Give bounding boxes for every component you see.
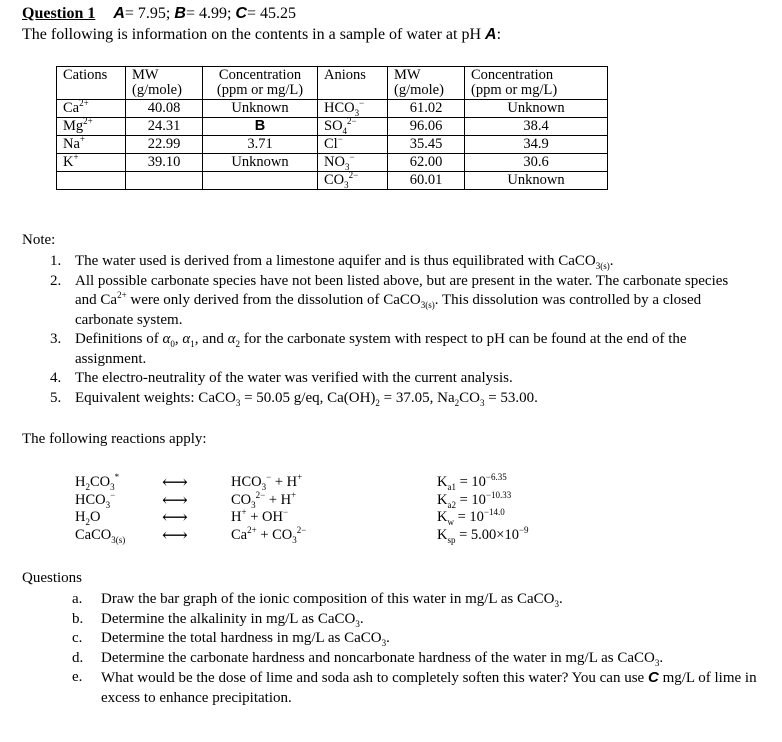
r3-constant: $K_w = 10^{-14.0}$ [437,507,505,527]
anion-cl-conc: 34.9 [465,136,608,154]
question-item: b. Determine the alkalinity in mg/L as CaCO$_3$. [72,610,364,629]
anion-no3-mw: 62.00 [388,154,465,172]
header-mw-cation: MW (g/mole) [126,67,203,100]
header-anions: Anions [318,67,388,100]
r3-left: $H_2O$ [75,509,101,527]
table-row [57,100,608,118]
notes-label: Note: [22,232,56,248]
reaction-arrows [162,474,188,544]
reaction-lefts [75,474,125,544]
intro-var: A [485,26,497,43]
cation-na: Na+ [57,136,126,154]
note-item: 1. The water used is derived from a limestone aquifer and is thus equilibrated with CaCO$_{3(s)}$. [50,253,614,271]
header-conc-cation: Concentration (ppm or mg/L) [203,67,318,100]
anion-co3: $CO_3^{2-}$ [318,172,388,190]
var-c-label: C [235,5,247,22]
equilibrium-arrow-icon: ⟷ [162,472,188,492]
empty-cell [126,172,203,190]
question-label: Question 1 [22,5,96,22]
intro-end: : [496,26,502,43]
r2-left: $HCO_3^-$ [75,489,116,510]
r2-right: $CO_3^{2-} + H^+$ [231,489,297,510]
anion-cl: Cl− [318,136,388,154]
var-c-value: = 45.25 [246,5,296,22]
header-cations: Cations [57,67,126,100]
cation-ca-conc: Unknown [203,100,318,118]
intro-text [22,26,501,44]
questions-list [72,590,762,708]
note-item: 5. Equivalent weights: CaCO$_3$ = 50.05 g/eq, $Ca(OH)_2 = 37.05$, $Na_2CO_3 = 53.00$. [50,389,538,408]
cation-ca: $Ca^{2+}$ [57,100,126,118]
anion-no3: $NO_3^-$ [318,154,388,172]
cation-mg: $Mg^{2+}$ [57,118,126,136]
r1-right: $HCO_3^- + H^+$ [231,472,303,492]
r4-constant: $K_{sp} = 5.00\times 10^{-9}$ [437,524,529,545]
cation-mg-conc: B [203,118,318,136]
anion-so4-conc: 38.4 [465,118,608,136]
anion-cl-mw: 35.45 [388,136,465,154]
r4-right: $Ca^{2+} + CO_3^{2-}$ [231,524,307,545]
question-header [22,5,296,23]
var-a-label: A [113,5,125,22]
r2-constant: $K_{a2} = 10^{-10.33}$ [437,489,512,510]
anion-co3-conc: Unknown [465,172,608,190]
questions-label: Questions [22,570,82,586]
note-item: 2. All possible carbonate species have not been listed above, but are present in the water. The carbonate species and $Ca^{2+}$ were only derived from the dissolution of CaCO$_{3(s)}$. This dissolution was controlled by a closed carbonate system. [50,272,729,328]
question-item: e. What would be the dose of lime and soda ash to completely soften this water? You can use C mg/L of lime in excess to enhance precipitation. [72,669,757,706]
table-row [57,136,608,154]
header-conc-anion: Concentration (ppm or mg/L) [465,67,608,100]
cation-k-mw: 39.10 [126,154,203,172]
note-item: 4. The electro-neutrality of the water was verified with the current analysis. [50,370,513,386]
question-item: d. Determine the carbonate hardness and noncarbonate hardness of the water in mg/L as CaCO$_3$. [72,649,664,668]
reaction-constants [437,474,529,544]
cation-ca-mw: 40.08 [126,100,203,118]
anion-hco3-mw: 61.02 [388,100,465,118]
r1-left: $H_2CO_3^*$ [75,472,120,492]
table-row [57,154,608,172]
notes-list [50,252,750,408]
cation-mg-mw: 24.31 [126,118,203,136]
question-item: c. Determine the total hardness in mg/L as CaCO$_3$. [72,630,390,648]
note-item: 3. Definitions of $\alpha_0$, $\alpha_1$, and $\alpha_2$ for the carbonate system with respect to pH can be found at the end of the assignment. [50,331,687,367]
r4-left: CaCO$_{3(s)}$ [75,526,126,545]
reaction-rights [231,474,306,544]
var-a-value: = 7.95; [124,5,175,22]
anion-co3-mw: 60.01 [388,172,465,190]
equilibrium-arrow-icon: ⟷ [162,524,188,545]
question-item: a. Draw the bar graph of the ionic composition of this water in mg/L as CaCO$_3$. [72,591,563,609]
cation-k-conc: Unknown [203,154,318,172]
water-composition-table [56,66,608,190]
equilibrium-arrow-icon: ⟷ [162,489,188,510]
cation-na-mw: 22.99 [126,136,203,154]
cation-na-conc: 3.71 [203,136,318,154]
var-b-value: = 4.99; [185,5,236,22]
r1-constant: $K_{a1} = 10^{-6.35}$ [437,472,507,492]
var-b-label: B [174,5,186,22]
anion-hco3-conc: Unknown [465,100,608,118]
reactions-label: The following reactions apply: [22,431,207,447]
anion-so4-mw: 96.06 [388,118,465,136]
cation-k: K+ [57,154,126,172]
table-row [57,118,608,136]
equilibrium-arrow-icon: ⟷ [162,507,188,527]
header-mw-anion: MW (g/mole) [388,67,465,100]
intro-sentence: The following is information on the contents in a sample of water at pH [22,26,485,43]
anion-no3-conc: 30.6 [465,154,608,172]
anion-hco3: $HCO_3^-$ [318,100,388,118]
empty-cell [203,172,318,190]
anion-so4: $SO_4^{2-}$ [318,118,388,136]
table-row [57,172,608,190]
table-header-row [57,67,608,100]
r3-right: H+ + OH− [231,507,289,525]
empty-cell [57,172,126,190]
